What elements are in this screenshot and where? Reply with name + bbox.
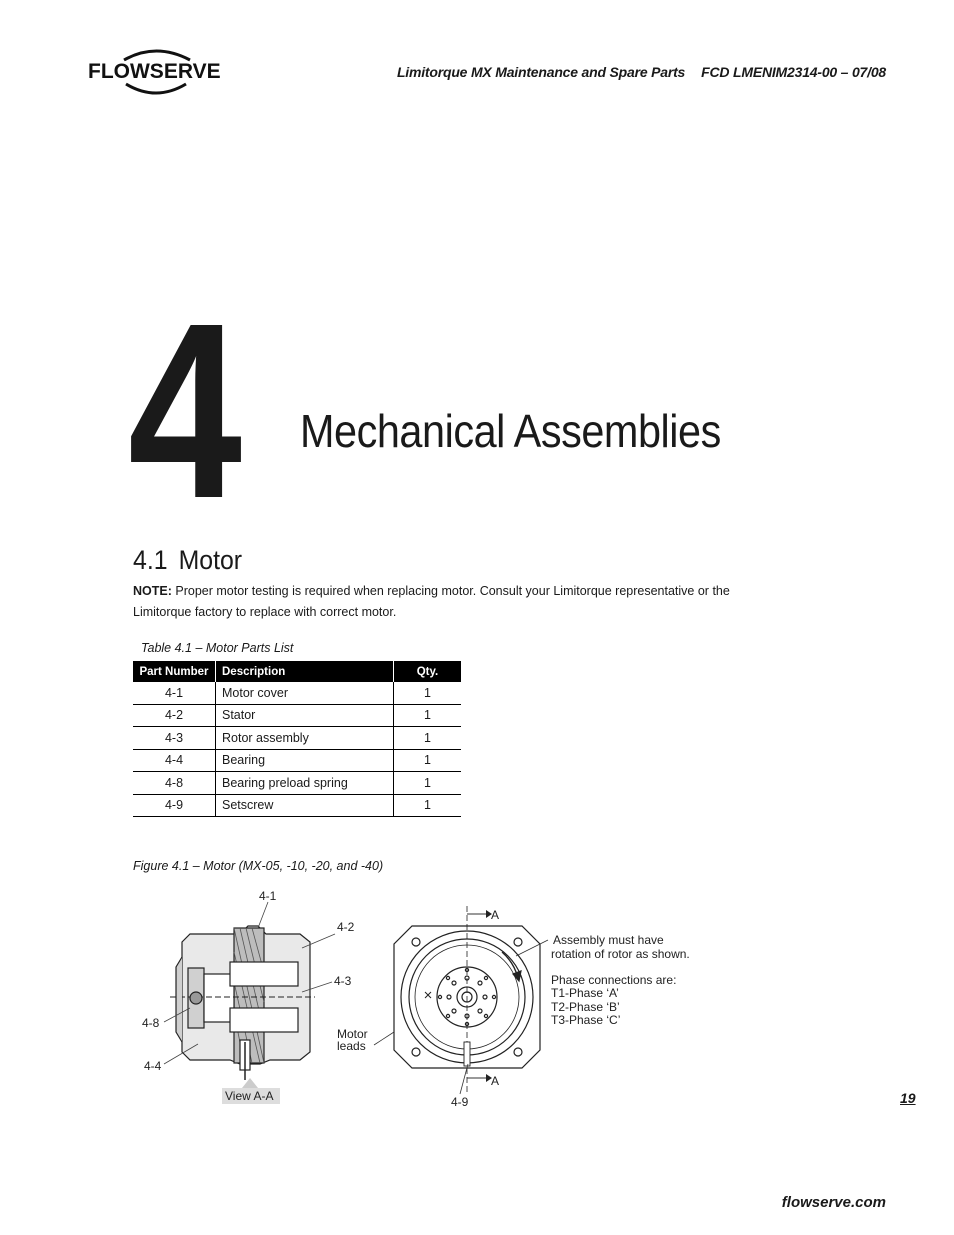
callout-4-4: 4-4 <box>144 1059 162 1073</box>
motor-figure <box>130 882 730 1112</box>
column-header-description: Description <box>216 661 394 682</box>
description-cell: Rotor assembly <box>216 727 394 750</box>
chapter-title: Mechanical Assemblies <box>300 405 721 457</box>
chapter-number: 4 <box>128 271 238 550</box>
phase-b: T2-Phase ‘B’ <box>551 1000 620 1014</box>
table-caption: Table 4.1 – Motor Parts List <box>141 641 294 655</box>
table-row <box>133 749 461 772</box>
page-number: 19 <box>900 1090 916 1106</box>
section-title: Motor <box>178 545 243 575</box>
motor-drawing <box>130 882 730 1112</box>
logo-wordmark: FLOWSERVE <box>88 60 221 83</box>
motor-parts-table <box>133 661 461 817</box>
callout-4-8: 4-8 <box>142 1016 160 1030</box>
table-row <box>133 704 461 727</box>
motor-leads-label-line2: leads <box>337 1039 366 1053</box>
note-paragraph <box>133 581 753 623</box>
section-label-top: A <box>491 908 500 922</box>
view-label: View A-A <box>225 1089 274 1103</box>
table-row <box>133 727 461 750</box>
page-header <box>380 64 886 80</box>
qty-cell: 1 <box>394 682 462 704</box>
section-label-bottom: A <box>491 1074 500 1088</box>
column-header-part-number: Part Number <box>133 661 216 682</box>
part-number-cell: 4-1 <box>133 682 216 704</box>
phase-title: Phase connections are: <box>551 973 677 987</box>
part-number-cell: 4-9 <box>133 794 216 817</box>
section-number: 4.1 <box>133 545 168 575</box>
document-code: FCD LMENIM2314-00 – 07/08 <box>701 64 886 80</box>
part-number-cell: 4-8 <box>133 772 216 795</box>
flowserve-logo-graphic <box>86 44 226 100</box>
motor-leads-label-line1: Motor <box>337 1027 368 1041</box>
qty-cell: 1 <box>394 704 462 727</box>
table-row <box>133 794 461 817</box>
part-number-cell: 4-3 <box>133 727 216 750</box>
note-label: NOTE: <box>133 584 172 598</box>
qty-cell: 1 <box>394 794 462 817</box>
table-row <box>133 772 461 795</box>
callout-4-1: 4-1 <box>259 889 277 903</box>
rotation-note-line1: Assembly must have <box>553 933 664 947</box>
phase-c: T3-Phase ‘C’ <box>551 1013 621 1027</box>
description-cell: Stator <box>216 704 394 727</box>
description-cell: Bearing preload spring <box>216 772 394 795</box>
flowserve-logo <box>86 44 226 100</box>
callout-4-3: 4-3 <box>334 974 352 988</box>
description-cell: Motor cover <box>216 682 394 704</box>
column-header-qty: Qty. <box>394 661 462 682</box>
section-heading <box>133 545 242 576</box>
figure-caption: Figure 4.1 – Motor (MX-05, -10, -20, and -40) <box>133 859 384 873</box>
callout-4-9: 4-9 <box>451 1095 469 1109</box>
qty-cell: 1 <box>394 749 462 772</box>
part-number-cell: 4-4 <box>133 749 216 772</box>
motor-end-view <box>394 906 540 1092</box>
table-header-row <box>133 661 461 682</box>
footer-url[interactable]: flowserve.com <box>781 1194 886 1211</box>
qty-cell: 1 <box>394 772 462 795</box>
note-text: Proper motor testing is required when replacing motor. Consult your Limitorque representative or the Limitorque factory to replace with correct motor. <box>133 584 730 619</box>
description-cell: Setscrew <box>216 794 394 817</box>
phase-a: T1-Phase ‘A’ <box>551 986 619 1000</box>
motor-cross-section <box>170 926 315 1080</box>
description-cell: Bearing <box>216 749 394 772</box>
document-title: Limitorque MX Maintenance and Spare Parts <box>396 64 686 80</box>
table-row <box>133 682 461 704</box>
part-number-cell: 4-2 <box>133 704 216 727</box>
callout-4-2: 4-2 <box>337 920 355 934</box>
rotation-note-line2: rotation of rotor as shown. <box>551 947 690 961</box>
qty-cell: 1 <box>394 727 462 750</box>
